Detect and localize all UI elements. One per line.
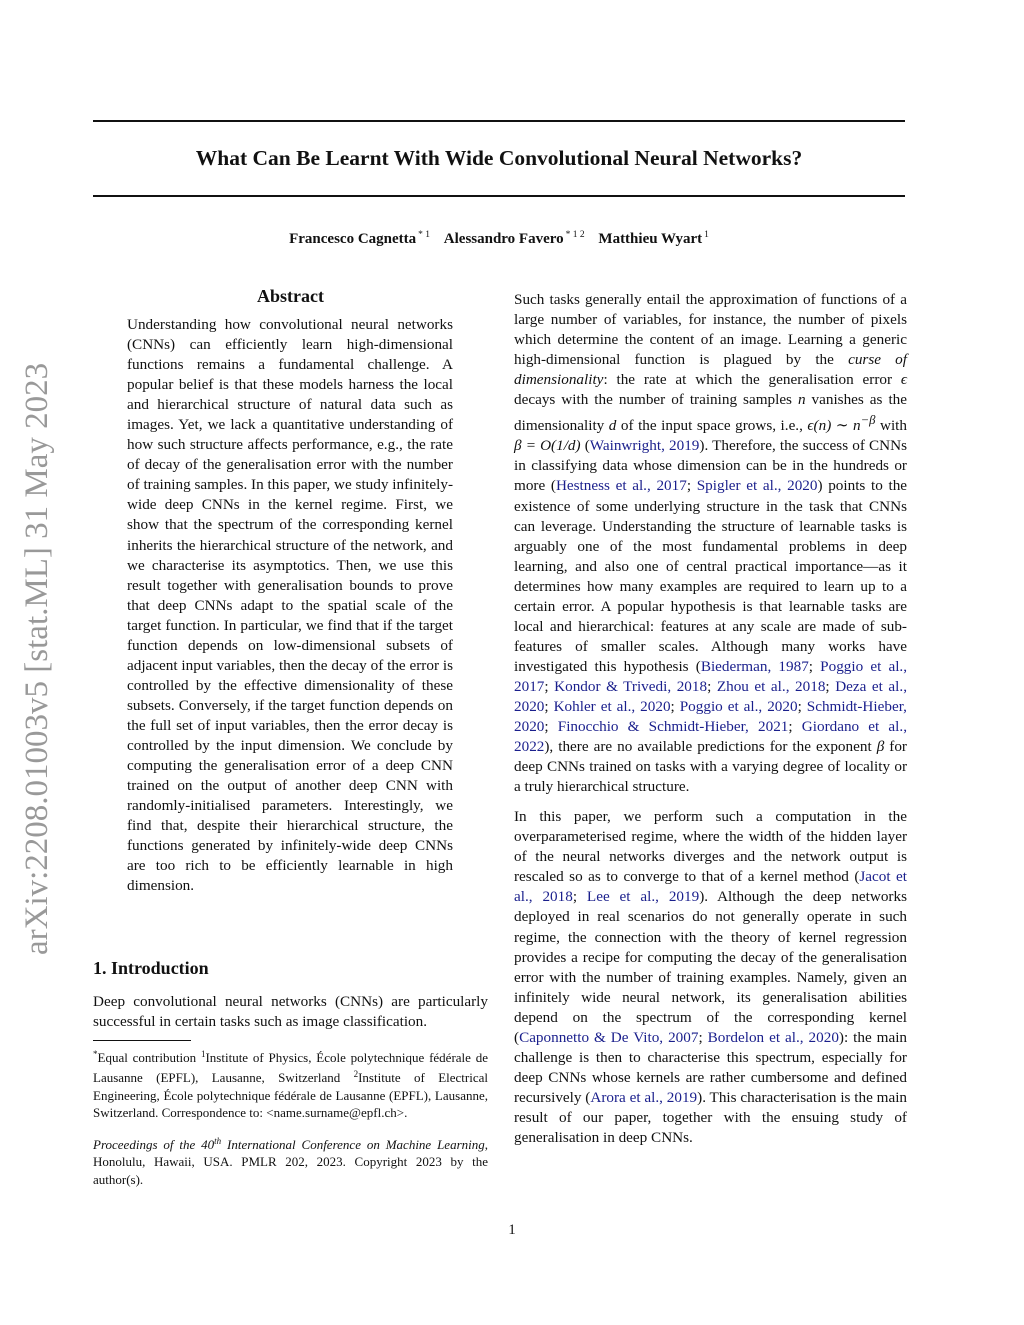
arxiv-identifier: arXiv:2208.01003v5 [stat.ML] 31 May 2023	[19, 362, 55, 955]
title-rule-top	[93, 120, 905, 122]
author-affiliation: 1	[704, 230, 709, 240]
citation-link[interactable]: Arora et al., 2019	[590, 1088, 698, 1106]
body-paragraph: Such tasks generally entail the approximation of functions of a large number of variables, for instance, the number of pixels which determine the content of an image. Learning a generic high-dimensional function is plagued by the curse of dimensionality: the rate at which the generalisation error ϵ decays with the number of training samples n vanishes as the dimensionality d of the input space grows, i.e., ϵ(n) ∼ $n^{-\beta}$ with β = O(1/d) (Wainwright, 2019). Therefore, the success of CNNs in classifying data whose dimension can be in the hundreds or more (Hestness et al., 2017; Spigler et al., 2020) points to the existence of some underlying structure in the task that CNNs can leverage. Understanding the structure of learnable tasks is arguably one of the most fundamental problems in deep learning, and also one of central practical importance—as it determines how many examples are required to learn up to a certain error. A popular hypothesis is that learnable tasks are local and hierarchical: features at any scale are made of sub-features of smaller scales. Although many works have investigated this hypothesis (Biederman, 1987; Poggio et al., 2017; Kondor & Trivedi, 2018; Zhou et al., 2018; Deza et al., 2020; Kohler et al., 2020; Poggio et al., 2020; Schmidt-Hieber, 2020; Finocchio & Schmidt-Hieber, 2021; Giordano et al., 2022), there are no available predictions for the exponent β for deep CNNs trained on tasks with a varying degree of locality or a truly hierarchical structure.	[514, 291, 908, 796]
affiliation-footnote: *Equal contribution $^1$Institute of Physics, École polytechnique fédérale de Lausanne (EPFL), Lausanne, Switzerland $^2$Institute of Electrical Engineering, École polytechnique fédérale de Lausanne (EPFL), Lausanne, Switzerland. Correspondence to: <name.surname@epfl.ch>.	[93, 1049, 488, 1120]
author-affiliation: * 1 2	[565, 230, 585, 240]
citation-link[interactable]: Kondor & Trivedi, 2018	[554, 677, 708, 695]
citation-link[interactable]: Caponnetto & De Vito, 2007	[519, 1028, 699, 1046]
citation-link[interactable]: Hestness et al., 2017	[555, 477, 687, 495]
citation-link[interactable]: Jacot et al., 2018	[514, 868, 907, 906]
abstract-heading: Abstract	[257, 286, 324, 306]
author-list	[93, 230, 905, 248]
citation-link[interactable]: Lee et al., 2019	[586, 888, 700, 906]
citation-link[interactable]: Zhou et al., 2018	[716, 677, 826, 695]
proceedings-footnote: Proceedings of the 40th International Conference on Machine Learning, Honolulu, Hawaii, USA. PMLR 202, 2023. Copyright 2023 by the author(s).	[93, 1136, 488, 1187]
citation-link[interactable]: Wainwright, 2019	[589, 437, 700, 455]
title-rule-bottom	[93, 195, 905, 197]
author	[598, 231, 708, 247]
citation-link[interactable]: Spigler et al., 2020	[696, 477, 818, 495]
author-affiliation: * 1	[418, 230, 431, 240]
author-name: Francesco Cagnetta	[289, 231, 417, 247]
body-paragraph: In this paper, we perform such a computation in the overparameterised regime, where the width of the hidden layer of the neural networks diverges and the network output is rescaled so as to converge to that of a kernel method (Jacot et al., 2018; Lee et al., 2019). Although the deep networks deployed in real scenarios do not generally operate in such regime, the connection with the theory of kernel regression provides a recipe for computing the decay of the generalisation error with the number of training examples. Namely, given an infinitely wide neural network, its generalisation abilities depend on the spectrum of the corresponding kernel (Caponnetto & De Vito, 2007; Bordelon et al., 2020): the main challenge is then to characterise this spectrum, especially for deep CNNs whose kernels are rather cumbersome and defined recursively (Arora et al., 2019). This characterisation is the main result of our paper, together with the ensuing study of generalisation in deep CNNs.	[514, 808, 908, 1146]
intro-paragraph: Deep convolutional neural networks (CNNs) are particularly successful in certain tasks such as image classification.	[93, 993, 488, 1031]
citation-link[interactable]: Deza et al., 2020	[514, 677, 907, 715]
citation-link[interactable]: Giordano et al., 2022	[514, 718, 907, 756]
author-name: Matthieu Wyart	[598, 231, 703, 247]
abstract-text: Understanding how convolutional neural networks (CNNs) can efficiently learn high-dimensional functions remains a fundamental challenge. A popular belief is that these models harness the local and hierarchical structure of natural data such as images. Yet, we lack a quantitative understanding of how such structure affects performance, e.g., the rate of decay of the generalisation error with the number of training samples. In this paper, we study infinitely-wide deep CNNs in the kernel regime. First, we show that the spectrum of the corresponding kernel inherits the hierarchical structure of the network, and we characterise its asymptotics. Then, we use this result together with generalisation bounds to prove that deep CNNs adapt to the spatial scale of the target function. In particular, we find that if the target function depends on low-dimensional subsets of adjacent input variables, then the decay of the error is controlled by the effective dimensionality of these subsets. Conversely, if the target function depends on the full set of input variables, then the error decay is controlled by the input dimension. We conclude by computing the generalisation error of a deep CNN trained on the output of another deep CNN with randomly-initialised parameters. Interestingly, we find that, despite their hierarchical structure, the functions generated by infinitely-wide deep CNNs are too rich to be efficiently learnable in high dimension.	[127, 316, 453, 895]
citation-link[interactable]: Bordelon et al., 2020	[707, 1028, 839, 1046]
left-column	[93, 286, 488, 896]
author-name: Alessandro Favero	[443, 231, 564, 247]
page-number: 1	[508, 1222, 516, 1238]
citation-link[interactable]: Poggio et al., 2017	[514, 657, 908, 695]
footnotes	[93, 1046, 488, 1188]
footnote-divider	[93, 1040, 191, 1041]
right-column	[514, 290, 907, 1148]
citation-link[interactable]: Biederman, 1987	[700, 657, 809, 675]
citation-link[interactable]: Schmidt-Hieber, 2020	[514, 698, 907, 736]
paper-title: What Can Be Learnt With Wide Convolutional Neural Networks?	[195, 146, 803, 170]
section-heading: 1. Introduction	[93, 958, 209, 978]
citation-link[interactable]: Poggio et al., 2020	[679, 698, 798, 715]
author	[289, 231, 430, 247]
author	[444, 231, 585, 247]
citation-link[interactable]: Kohler et al., 2020	[553, 698, 671, 715]
citation-link[interactable]: Finocchio & Schmidt-Hieber, 2021	[557, 718, 789, 736]
